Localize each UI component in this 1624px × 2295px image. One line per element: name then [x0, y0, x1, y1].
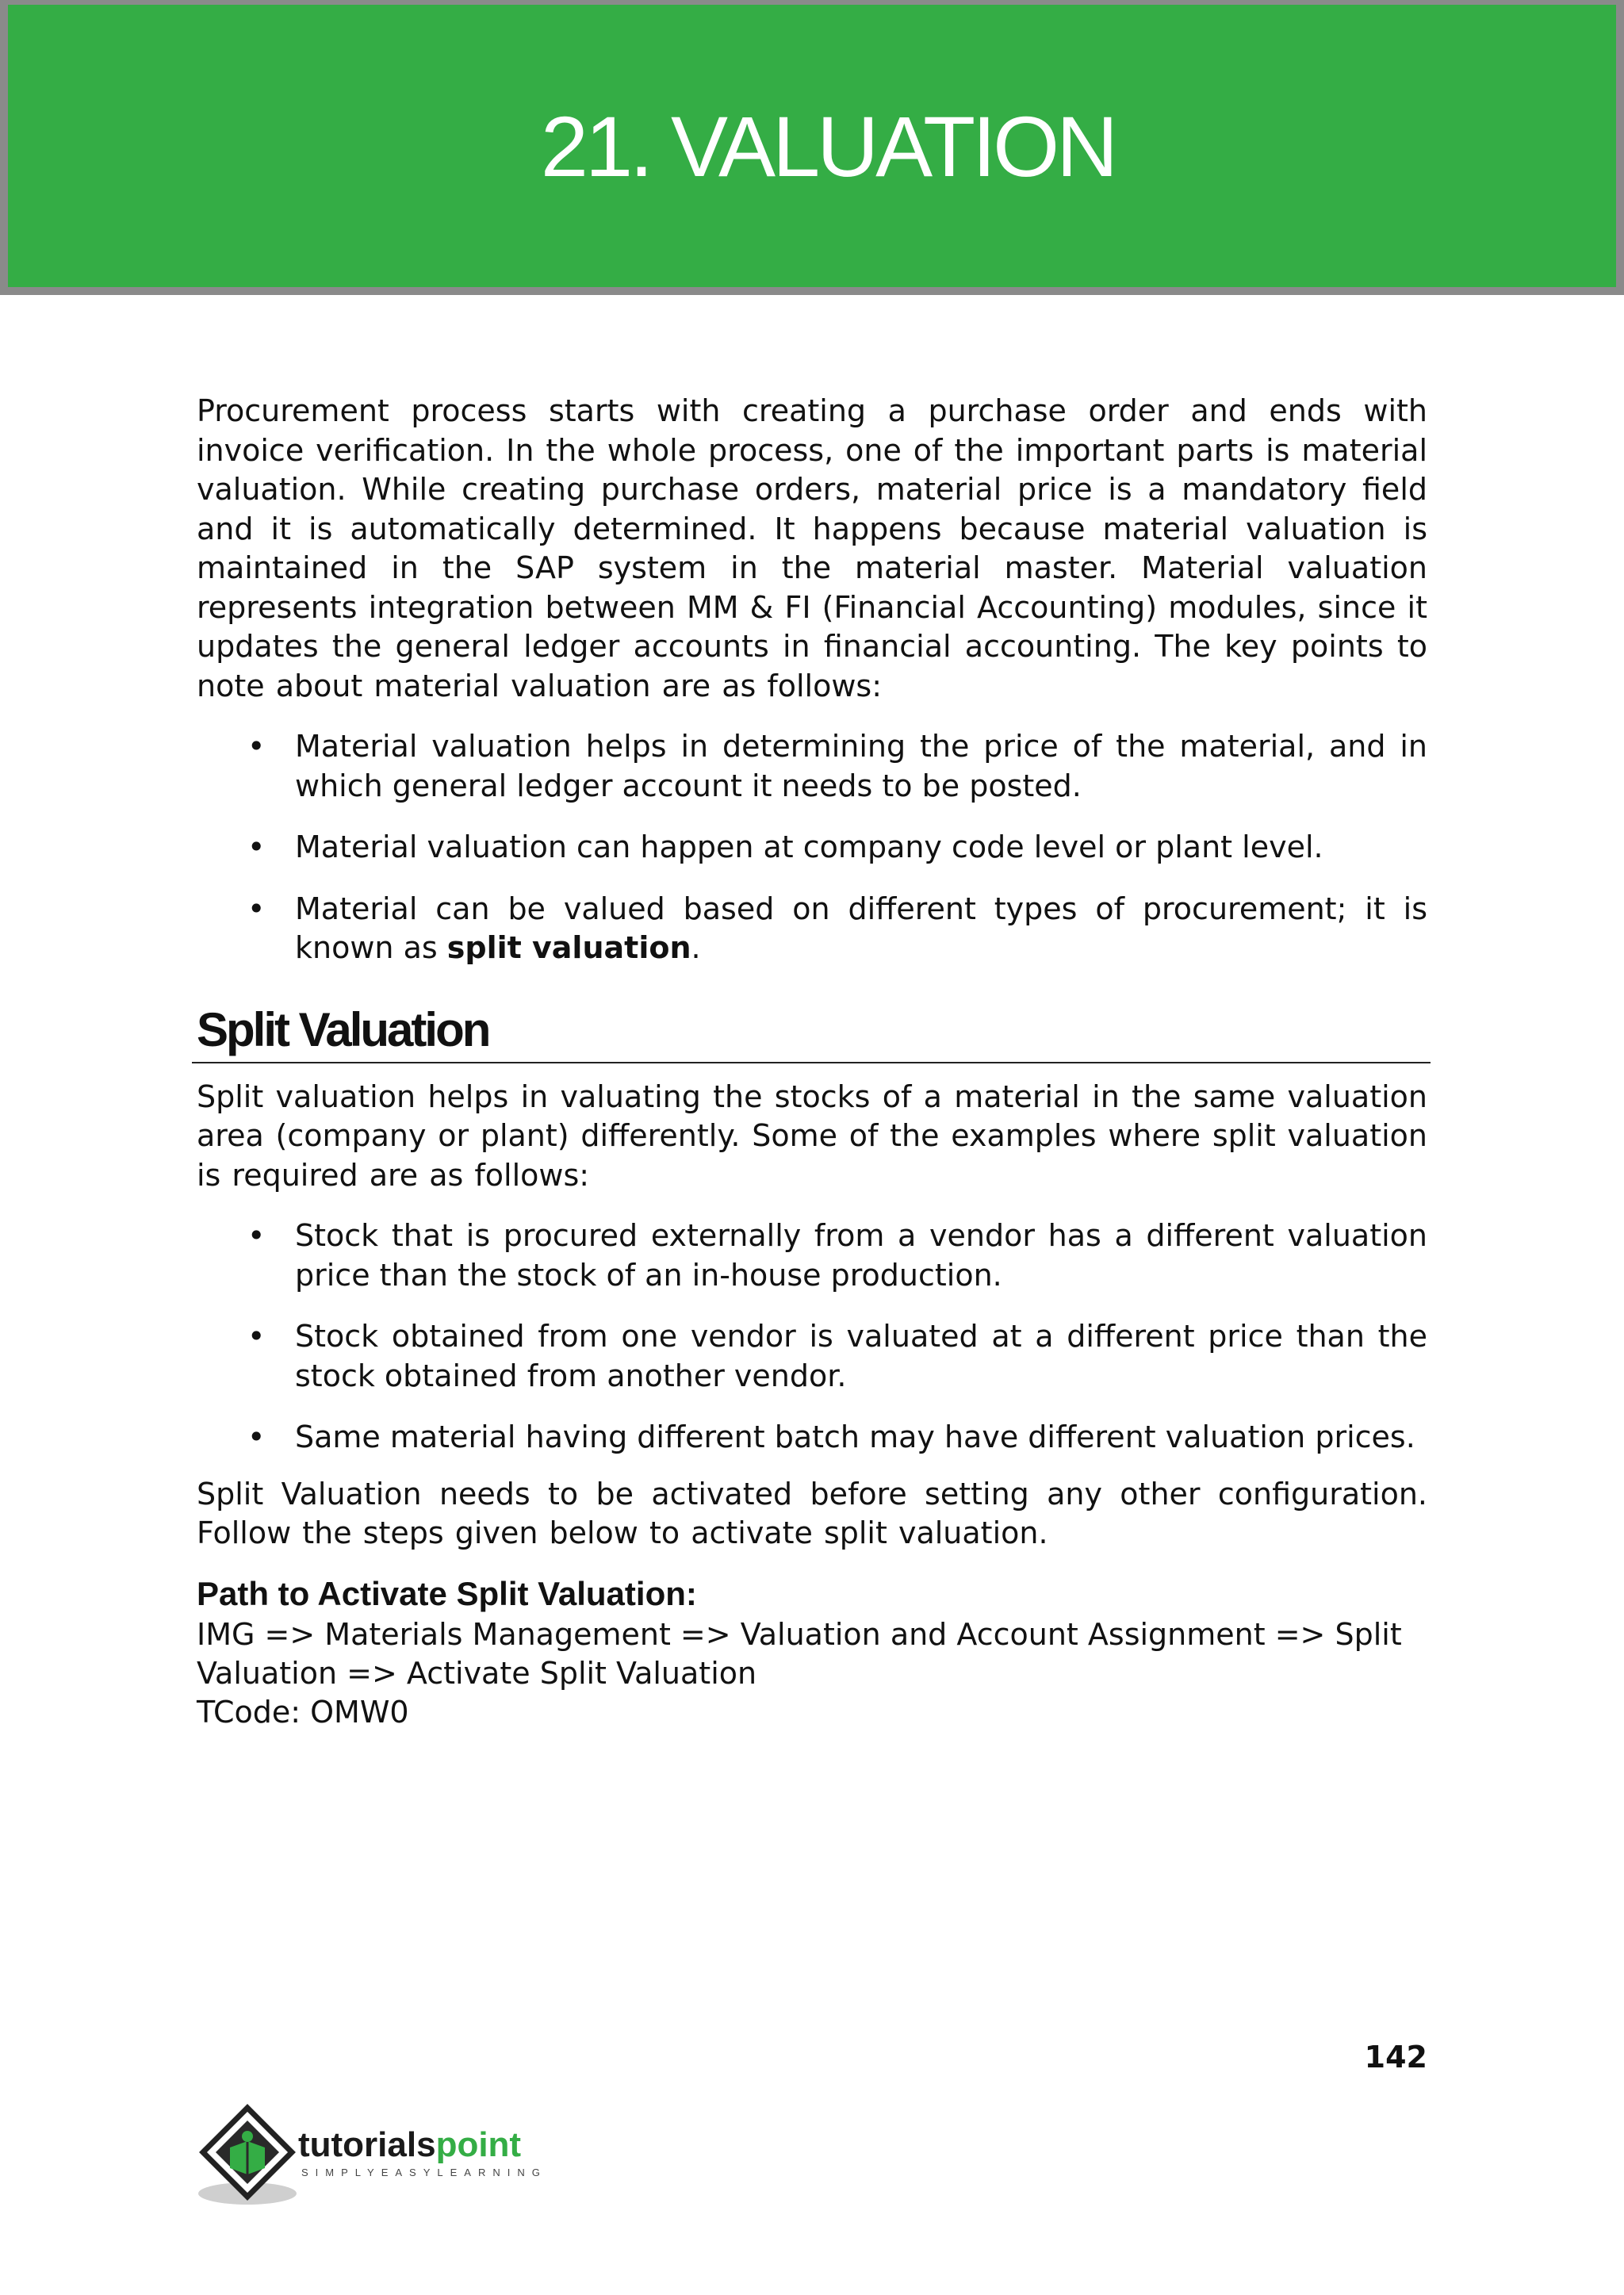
split-bullet-list	[197, 1216, 1427, 1458]
menu-path: IMG => Materials Management => Valuation and Account Assignment => Split Valuation => Activate Split Valuation	[197, 1616, 1402, 1691]
split-paragraph: Split valuation helps in valuating the stocks of a material in the same valuation area (company or plant) differently. Some of the examples where split valuation is required are as follows:	[197, 1079, 1427, 1193]
list-item-suffix: .	[691, 930, 701, 965]
logo-diamond-icon	[193, 2102, 304, 2213]
list-item-text: Material can be valued based on different types of procurement; it is known as	[295, 891, 1427, 965]
logo-wordmark: tutorialspoint	[298, 2125, 522, 2164]
list-item	[197, 828, 1427, 868]
intro-paragraph: Procurement process starts with creating a purchase order and ends with invoice verification. In the whole process, one of the important parts is material valuation. While creating purchase orders, material price is a mandatory field and it is automatically determined. It happens because material valuation is maintained in the SAP system in the material master. Material valuation represents integration between MM & FI (Financial Accounting) modules, since it updates the general ledger accounts in financial accounting. The key points to note about material valuation are as follows:	[197, 393, 1427, 703]
list-item	[197, 890, 1427, 968]
list-item-text: Material valuation can happen at company code level or plant level.	[295, 829, 1323, 864]
logo-tagline: SIMPLYEASYLEARNING	[301, 2167, 547, 2178]
bullet-icon: •	[247, 1218, 266, 1253]
list-item-text: Material valuation helps in determining the price of the material, and in which general ledger account it needs to be posted.	[295, 729, 1427, 803]
page-content	[197, 392, 1427, 1732]
transaction-code: TCode: OMW0	[197, 1694, 409, 1730]
intro-bullet-list	[197, 727, 1427, 968]
section-heading: Split Valuation	[192, 1002, 1431, 1063]
page-number: 142	[1364, 2040, 1427, 2075]
bullet-icon: •	[247, 729, 266, 764]
path-heading: Path to Activate Split Valuation:	[197, 1574, 697, 1612]
list-item	[197, 1317, 1427, 1396]
list-item	[197, 727, 1427, 806]
bullet-icon: •	[247, 891, 266, 926]
bullet-icon: •	[247, 1420, 266, 1454]
emphasis-term: split valuation	[446, 930, 691, 965]
list-item	[197, 1418, 1427, 1458]
bullet-icon: •	[247, 1319, 266, 1354]
chapter-banner	[0, 0, 1624, 295]
list-item-text: Same material having different batch may have different valuation prices.	[295, 1420, 1415, 1454]
list-item-text: Stock obtained from one vendor is valuated at a different price than the stock obtained from another vendor.	[295, 1319, 1427, 1393]
bullet-icon: •	[247, 829, 266, 864]
chapter-title: 21. VALUATION	[540, 98, 1116, 194]
list-item-text: Stock that is procured externally from a vendor has a different valuation price than the stock of an in-house production.	[295, 1218, 1427, 1293]
tutorialspoint-logo	[193, 2102, 566, 2213]
list-item	[197, 1216, 1427, 1295]
closing-paragraph: Split Valuation needs to be activated before setting any other configuration. Follow the steps given below to activate split valuation.	[197, 1476, 1427, 1550]
